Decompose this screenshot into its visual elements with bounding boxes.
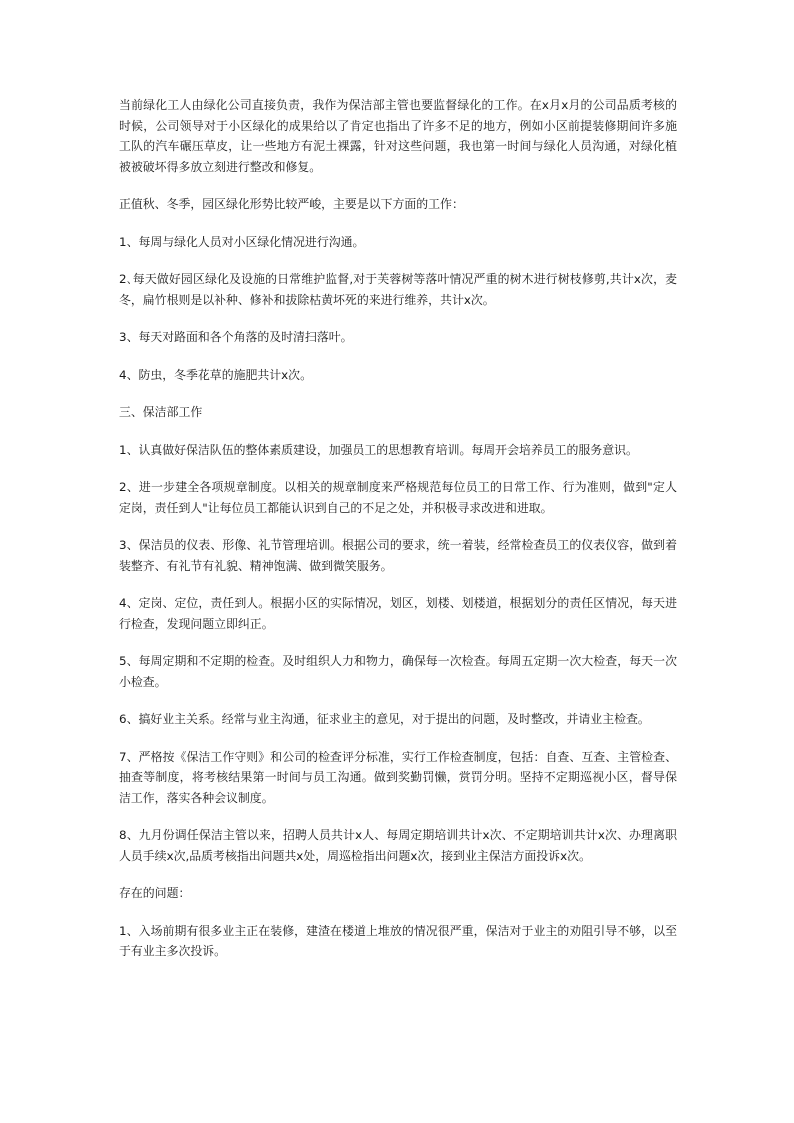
- paragraph-cleaning-item-1: 1、认真做好保洁队伍的整体素质建设，加强员工的思想教育培训。每周开会培养员工的服务意识。: [119, 442, 638, 457]
- paragraph-cleaning-item-4: 4、定岗、定位，责任到人。根据小区的实际情况，划区，划楼、划楼道，根据划分的责任区情况，每天进行检查，发现问题立即纠正。: [119, 596, 677, 631]
- paragraph-greening-item-1: 1、每周与绿化人员对小区绿化情况进行沟通。: [119, 234, 365, 249]
- paragraph-cleaning-item-7: 7、严格按《保洁工作守则》和公司的检查评分标准，实行工作检查制度，包括：自查、互查、主管检查、抽查等制度，将考核结果第一时间与员工沟通。做到奖勤罚懒，赏罚分明。坚持不定期巡视小区，督导保洁工作，落实各种会议制度。: [119, 749, 677, 805]
- paragraph-greening-item-3: 3、每天对路面和各个角落的及时清扫落叶。: [119, 330, 353, 344]
- document-page: [119, 95, 677, 979]
- paragraph-cleaning-item-5: 5、每周定期和不定期的检查。及时组织人力和物力，确保每一次检查。每周五定期一次大检查，每天一次小检查。: [119, 654, 677, 689]
- paragraph-cleaning-item-8: 8、九月份调任保洁主管以来，招聘人员共计x人、每周定期培训共计x次、不定期培训共计x次、办理离职人员手续x次,品质考核指出问题共x处，周巡检指出问题x次，接到业主保洁方面投诉x次。: [119, 828, 677, 863]
- paragraph-greening-item-4: 4、防虫，冬季花草的施肥共计x次。: [119, 367, 312, 382]
- paragraph-greening-responsibility: 当前绿化工人由绿化公司直接负责，我作为保洁部主管也要监督绿化的工作。在x月x月的公司品质考核的时候，公司领导对于小区绿化的成果给以了肯定也指出了许多不足的地方，例如小区前提装修期间许多施工队的汽车碾压草皮，让一些地方有泥土裸露，针对这些问题，我也第一时间与绿化人员沟通，对绿化植被被破坏得多放立刻进行整改和修复。: [119, 98, 677, 174]
- paragraph-cleaning-item-6: 6、搞好业主关系。经常与业主沟通，征求业主的意见，对于提出的问题，及时整改，并请业主检查。: [119, 712, 650, 726]
- paragraph-autumn-winter-intro: 正值秋、冬季，园区绿化形势比较严峻，主要是以下方面的工作：: [119, 197, 464, 211]
- paragraph-cleaning-item-2: 2、进一步建全各项规章制度。以相关的规章制度来严格规范每位员工的日常工作、行为准则，做到"定人定岗，责任到人"让每位员工都能认识到自己的不足之处，并积极寻求改进和进取。: [119, 480, 677, 515]
- paragraph-problem-item-1: 1、入场前期有很多业主正在装修，建渣在楼道上堆放的情况很严重，保洁对于业主的劝阻引导不够，以至于有业主多次投诉。: [119, 923, 677, 958]
- section-heading-existing-problems: 存在的问题：: [119, 886, 191, 900]
- paragraph-greening-item-2: 2､每天做好园区绿化及设施的日常维护监督,对于芙蓉树等落叶情况严重的树木进行树枝修剪,共计x次，麦冬，扁竹根则是以补种、修补和拔除枯黄坏死的来进行维养，共计x次。: [119, 272, 677, 307]
- paragraph-cleaning-item-3: 3、保洁员的仪表、形像、礼节管理培训。根据公司的要求，统一着装，经常检查员工的仪表仪容，做到着装整齐、有礼节有礼貌、精神饱满、做到微笑服务。: [119, 538, 677, 573]
- section-heading-cleaning-dept: 三、保洁部工作: [119, 405, 203, 419]
